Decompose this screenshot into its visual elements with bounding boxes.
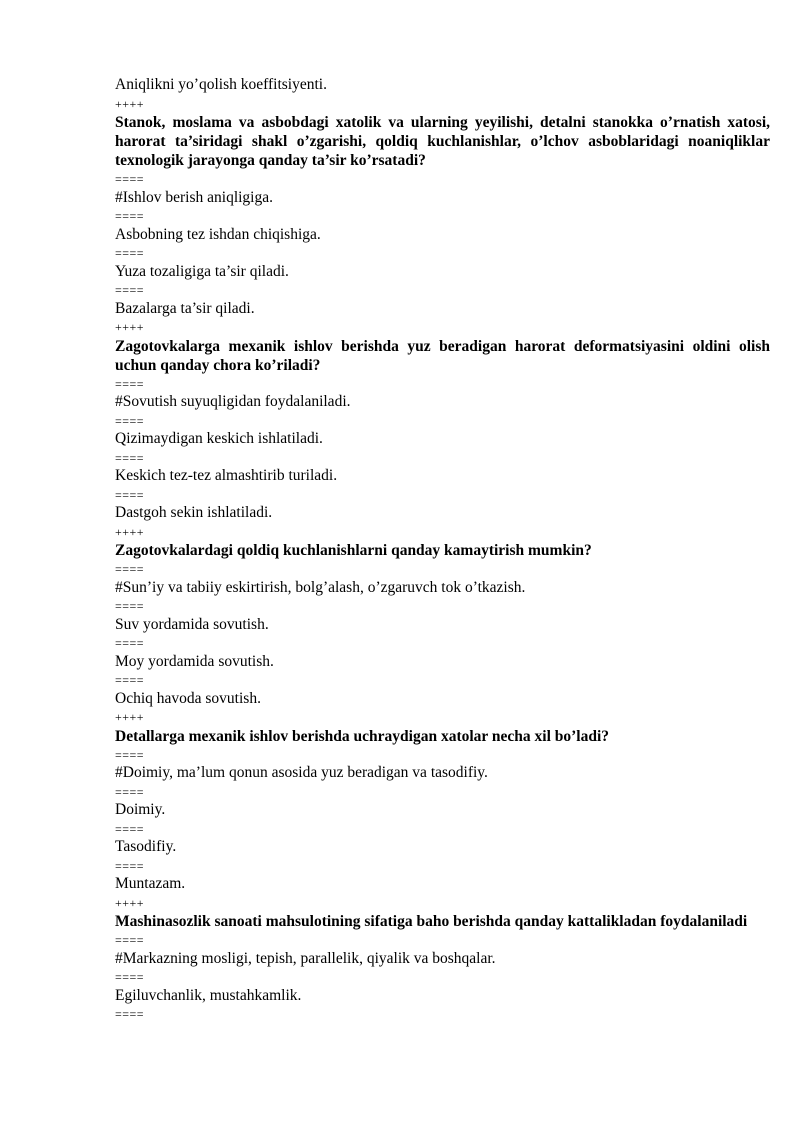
answer-line: Muntazam. [115, 875, 186, 892]
question-text: Mashinasozlik sanoati mahsulotining sifatiga baho berishda qanday kattalikladan foydalaniladi [115, 913, 748, 930]
answer-line: Dastgoh sekin ishlatiladi. [115, 504, 273, 521]
answer-separator: ==== [115, 747, 145, 762]
answer-separator: ==== [115, 283, 145, 297]
answer-separator: ==== [115, 413, 145, 428]
answer-line: Yuza tozaligiga ta’sir qiladi. [115, 262, 289, 280]
answer-separator: ==== [115, 1007, 145, 1021]
answer-separator: ==== [115, 487, 145, 502]
answer-line: Aniqlikni yo’qolish koeffitsiyenti. [115, 76, 327, 93]
answer-line: #Doimiy, ma’lum qonun asosida yuz beradigan va tasodifiy. [115, 764, 488, 781]
question-text: Stanok, moslama va asbobdagi xatolik va ularning yeyilishi, detalni stanokka o’rnatish xatosi, harorat ta’siridagi shakl o’zgarishi, qoldiq kuchlanishlar, o’lchov asboblaridagi noaniqliklar texnologik jarayonga qanday ta’sir ko’rsatadi? [115, 114, 770, 169]
question-text: Detallarga mexanik ishlov berishda uchraydigan xatolar necha xil bo’ladi? [115, 727, 610, 745]
answer-line: Qizimaydigan keskich ishlatiladi. [115, 430, 323, 447]
answer-separator: ==== [115, 933, 145, 947]
answer-line: #Sovutish suyuqligidan foydalaniladi. [115, 393, 351, 410]
answer-separator: ==== [115, 246, 145, 260]
answer-separator: ==== [115, 450, 145, 465]
answer-separator: ==== [115, 599, 145, 613]
question-separator: ++++ [115, 320, 145, 334]
answer-line: Ochiq havoda sovutish. [115, 689, 261, 707]
question-text: Zagotovkalardagi qoldiq kuchlanishlarni qanday kamaytirish mumkin? [115, 542, 592, 559]
answer-line: Bazalarga ta’sir qiladi. [115, 299, 255, 317]
answer-separator: ==== [115, 562, 145, 576]
answer-line: Asbobning tez ishdan chiqishiga. [115, 225, 321, 243]
answer-separator: ==== [115, 858, 145, 873]
question-separator: ++++ [115, 895, 145, 910]
question-text: Zagotovkalarga mexanik ishlov berishda yuz beradigan harorat deformatsiyasini oldini olish uchun qanday chora ko’riladi? [115, 337, 770, 374]
answer-line: #Sun’iy va tabiiy eskirtirish, bolg’alash, o’zgaruvch tok o’tkazish. [115, 578, 526, 596]
answer-separator: ==== [115, 636, 145, 650]
answer-line: Egiluvchanlik, mustahkamlik. [115, 986, 302, 1004]
answer-separator: ==== [115, 673, 145, 687]
question-separator: ++++ [115, 96, 145, 111]
answer-line: Moy yordamida sovutish. [115, 652, 274, 670]
answer-line: #Markazning mosligi, tepish, parallelik, qiyalik va boshqalar. [115, 949, 496, 967]
answer-line: Suv yordamida sovutish. [115, 615, 269, 633]
answer-line: Doimiy. [115, 801, 166, 818]
answer-separator: ==== [115, 376, 145, 391]
answer-separator: ==== [115, 821, 145, 836]
answer-separator: ==== [115, 784, 145, 799]
answer-separator: ==== [115, 970, 145, 984]
answer-line: Keskich tez-tez almashtirib turiladi. [115, 467, 338, 484]
answer-line: Tasodifiy. [115, 838, 177, 855]
question-separator: ++++ [115, 524, 145, 539]
answer-separator: ==== [115, 172, 145, 186]
question-separator: ++++ [115, 710, 145, 724]
answer-separator: ==== [115, 209, 145, 223]
answer-line: #Ishlov berish aniqligiga. [115, 188, 273, 206]
